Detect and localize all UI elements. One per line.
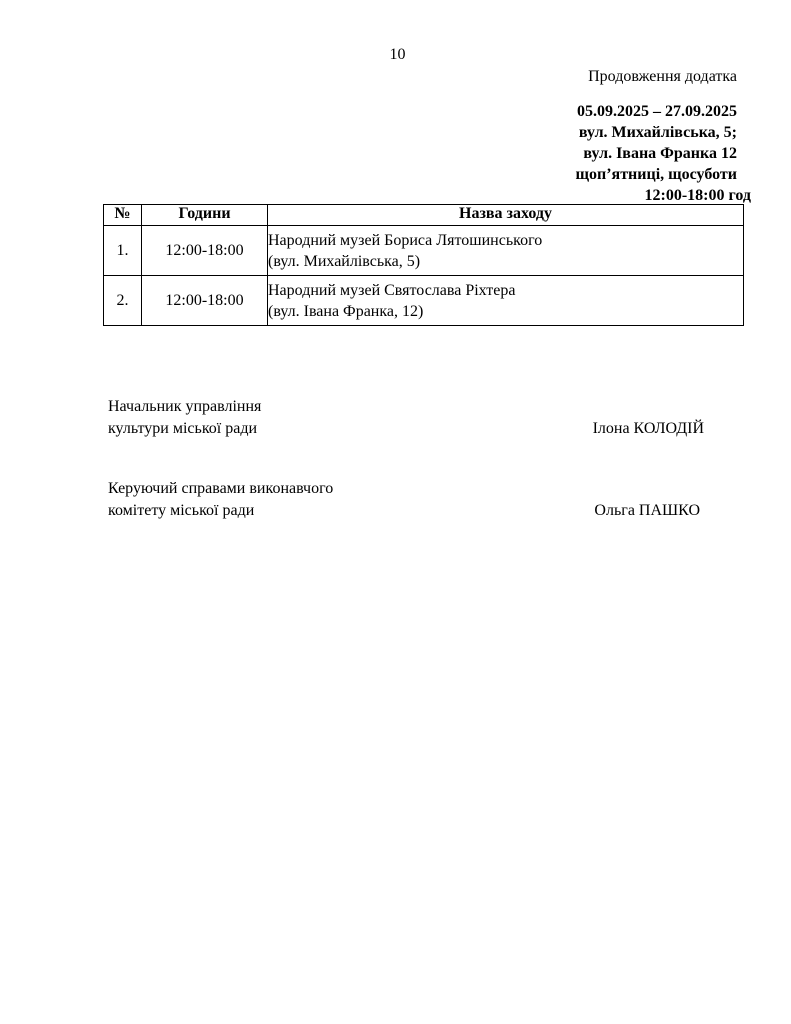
signature-position-line-2: культури міської ради [108, 420, 258, 437]
row-number: 2. [104, 276, 142, 326]
header-address-1: вул. Михайлівська, 5; [578, 124, 737, 141]
table-header-row [104, 205, 744, 226]
signatory-name: Ілона КОЛОДІЙ [592, 420, 704, 437]
header-hours: 12:00-18:00 год [644, 187, 751, 204]
signatory-name: Ольга ПАШКО [594, 502, 700, 519]
column-header-number: № [104, 205, 142, 226]
signature-position-line-2: комітету міської ради [108, 502, 255, 519]
header-address-2: вул. Івана Франка 12 [583, 145, 737, 162]
schedule-header [575, 101, 751, 206]
header-dates: 05.09.2025 – 27.09.2025 [577, 103, 737, 120]
row-event-name: Народний музей Бориса Лятошинського [268, 231, 543, 249]
row-event [268, 226, 744, 276]
table-row [104, 276, 744, 326]
signature-position-line-1: Начальник управління [108, 398, 262, 415]
row-event-name: Народний музей Святослава Ріхтера [268, 281, 516, 299]
signature-block-executive [108, 478, 704, 522]
continuation-label: Продовження додатка [588, 68, 737, 85]
row-hours: 12:00-18:00 [142, 276, 268, 326]
signature-position-line-1: Керуючий справами виконавчого [108, 480, 334, 497]
row-event-address: (вул. Івана Франка, 12) [268, 302, 424, 320]
row-hours: 12:00-18:00 [142, 226, 268, 276]
table-row [104, 226, 744, 276]
row-event [268, 276, 744, 326]
signature-block-culture [108, 396, 704, 440]
page-number: 10 [389, 46, 406, 63]
column-header-hours: Години [142, 205, 268, 226]
row-number: 1. [104, 226, 142, 276]
row-event-address: (вул. Михайлівська, 5) [268, 252, 421, 270]
header-days: щоп’ятниці, щосуботи [575, 166, 737, 183]
column-header-event-name: Назва заходу [268, 205, 744, 226]
events-table [103, 204, 744, 326]
